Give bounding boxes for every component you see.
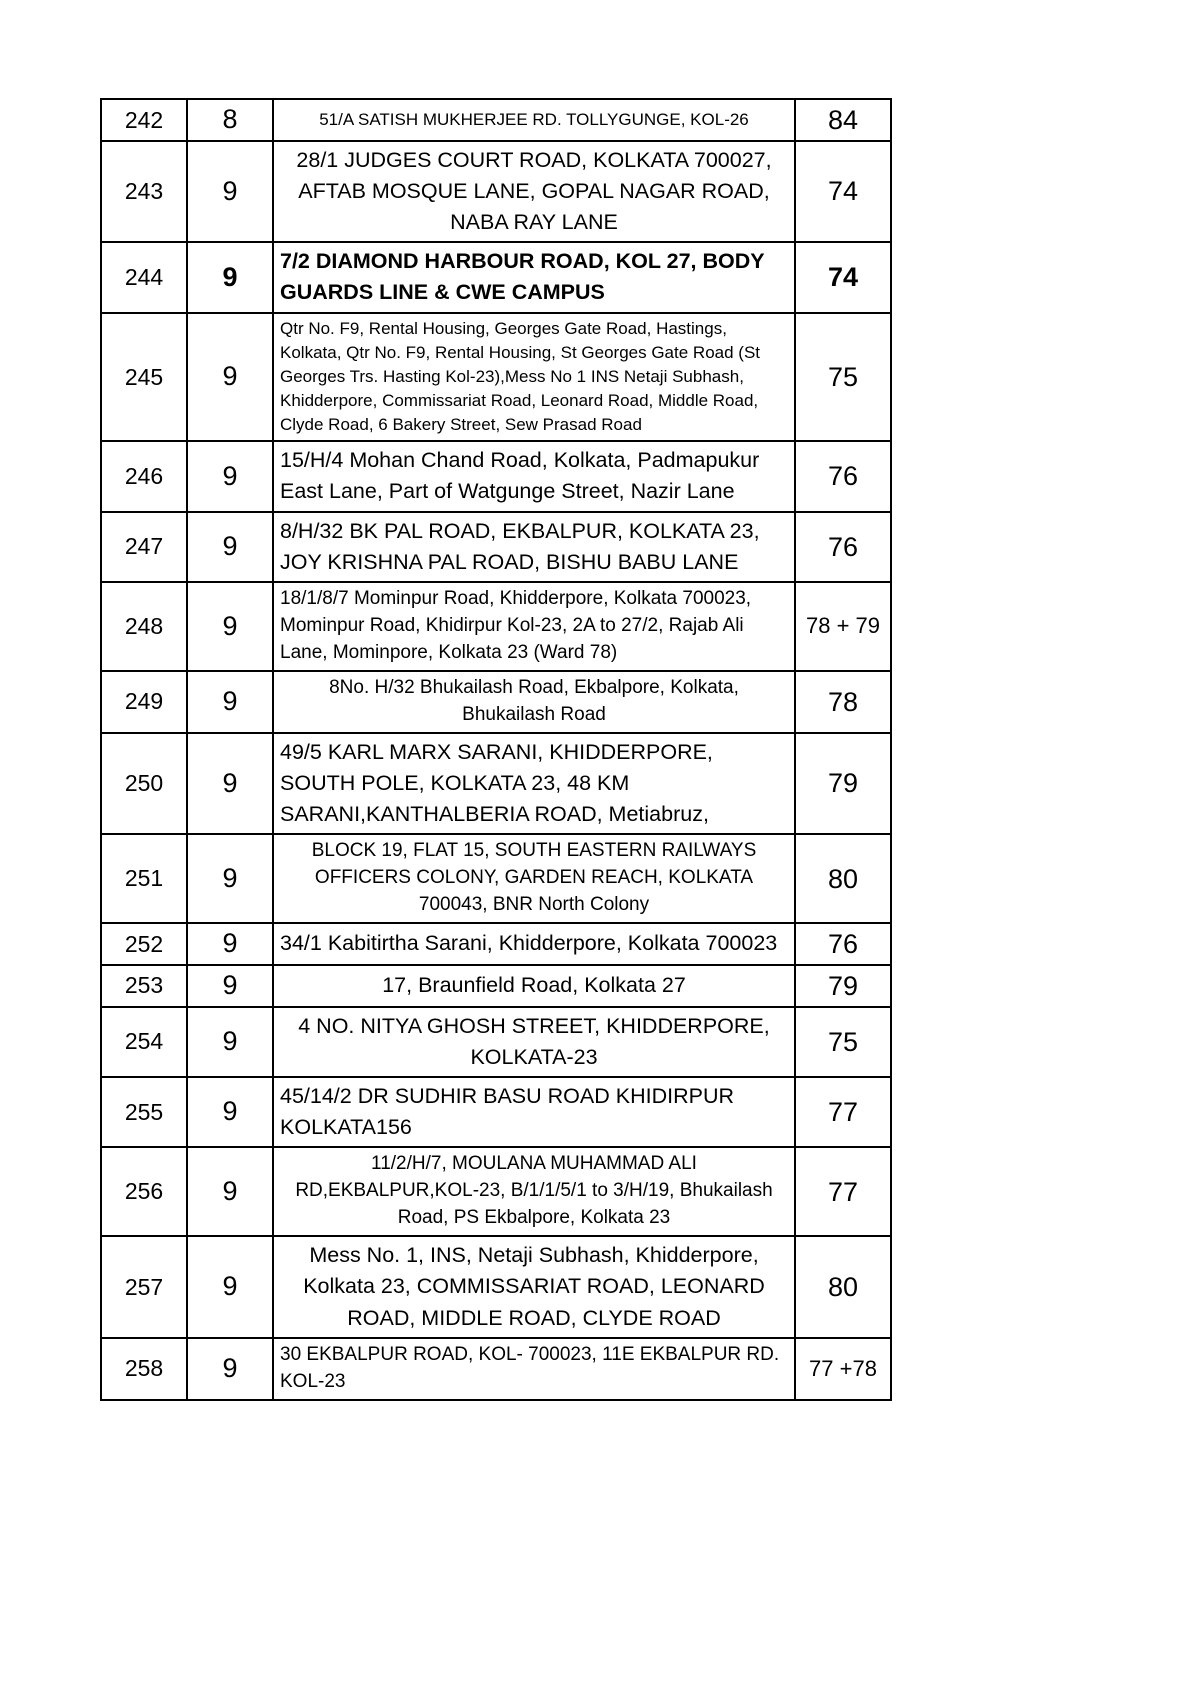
table-row — [101, 1007, 891, 1077]
table-row — [101, 313, 891, 442]
cell-address: 7/2 DIAMOND HARBOUR ROAD, KOL 27, BODY GUARDS LINE & CWE CAMPUS — [273, 242, 795, 312]
table-row — [101, 141, 891, 243]
cell-address: 8/H/32 BK PAL ROAD, EKBALPUR, KOLKATA 23, JOY KRISHNA PAL ROAD, BISHU BABU LANE — [273, 512, 795, 582]
cell-ward-group: 9 — [187, 582, 273, 671]
cell-ward-number: 79 — [795, 733, 891, 835]
table-row — [101, 671, 891, 733]
cell-ward-group: 9 — [187, 242, 273, 312]
cell-serial-number: 249 — [101, 671, 187, 733]
cell-address: 30 EKBALPUR ROAD, KOL- 700023, 11E EKBALPUR RD. KOL-23 — [273, 1338, 795, 1400]
cell-address: 49/5 KARL MARX SARANI, KHIDDERPORE, SOUTH POLE, KOLKATA 23, 48 KM SARANI,KANTHALBERIA ROAD, Metiabruz, — [273, 733, 795, 835]
table-row — [101, 1338, 891, 1400]
cell-address: 8No. H/32 Bhukailash Road, Ekbalpore, Kolkata, Bhukailash Road — [273, 671, 795, 733]
cell-serial-number: 254 — [101, 1007, 187, 1077]
table-row — [101, 242, 891, 312]
cell-ward-number: 76 — [795, 512, 891, 582]
cell-ward-group: 8 — [187, 99, 273, 141]
cell-ward-group: 9 — [187, 141, 273, 243]
address-table-body — [101, 99, 891, 1400]
cell-ward-number: 76 — [795, 441, 891, 511]
cell-serial-number: 251 — [101, 834, 187, 923]
cell-serial-number: 245 — [101, 313, 187, 442]
cell-ward-group: 9 — [187, 965, 273, 1007]
cell-ward-group: 9 — [187, 1147, 273, 1236]
cell-ward-number: 80 — [795, 834, 891, 923]
table-row — [101, 512, 891, 582]
cell-ward-number: 77 — [795, 1077, 891, 1147]
cell-serial-number: 246 — [101, 441, 187, 511]
table-row — [101, 1236, 891, 1338]
cell-address: 15/H/4 Mohan Chand Road, Kolkata, Padmapukur East Lane, Part of Watgunge Street, Nazir Lane — [273, 441, 795, 511]
cell-ward-number: 77 +78 — [795, 1338, 891, 1400]
cell-ward-number: 80 — [795, 1236, 891, 1338]
cell-ward-group: 9 — [187, 1007, 273, 1077]
cell-serial-number: 247 — [101, 512, 187, 582]
table-row — [101, 923, 891, 965]
cell-ward-number: 75 — [795, 313, 891, 442]
cell-address: Mess No. 1, INS, Netaji Subhash, Khidderpore, Kolkata 23, COMMISSARIAT ROAD, LEONARD ROAD, MIDDLE ROAD, CLYDE ROAD — [273, 1236, 795, 1338]
cell-ward-number: 78 — [795, 671, 891, 733]
cell-ward-group: 9 — [187, 834, 273, 923]
cell-address: 45/14/2 DR SUDHIR BASU ROAD KHIDIRPUR KOLKATA156 — [273, 1077, 795, 1147]
cell-serial-number: 242 — [101, 99, 187, 141]
address-table-container — [100, 98, 890, 1401]
cell-address: BLOCK 19, FLAT 15, SOUTH EASTERN RAILWAYS OFFICERS COLONY, GARDEN REACH, KOLKATA 700043, BNR North Colony — [273, 834, 795, 923]
cell-serial-number: 252 — [101, 923, 187, 965]
cell-serial-number: 257 — [101, 1236, 187, 1338]
cell-ward-group: 9 — [187, 671, 273, 733]
cell-ward-number: 79 — [795, 965, 891, 1007]
table-row — [101, 1077, 891, 1147]
cell-ward-number: 84 — [795, 99, 891, 141]
cell-address: 17, Braunfield Road, Kolkata 27 — [273, 965, 795, 1007]
cell-ward-number: 77 — [795, 1147, 891, 1236]
cell-address: 28/1 JUDGES COURT ROAD, KOLKATA 700027, AFTAB MOSQUE LANE, GOPAL NAGAR ROAD, NABA RAY LANE — [273, 141, 795, 243]
table-row — [101, 99, 891, 141]
cell-ward-number: 74 — [795, 141, 891, 243]
cell-ward-group: 9 — [187, 1338, 273, 1400]
cell-address: 34/1 Kabitirtha Sarani, Khidderpore, Kolkata 700023 — [273, 923, 795, 965]
cell-address: Qtr No. F9, Rental Housing, Georges Gate Road, Hastings, Kolkata, Qtr No. F9, Rental Housing, St Georges Gate Road (St Georges Trs. Hasting Kol-23),Mess No 1 INS Netaji Subhash, Khidderpore, Commissariat Road, Leonard Road, Middle Road, Clyde Road, 6 Bakery Street, Sew Prasad Road — [273, 313, 795, 442]
table-row — [101, 965, 891, 1007]
cell-serial-number: 243 — [101, 141, 187, 243]
address-table — [100, 98, 892, 1401]
cell-address: 51/A SATISH MUKHERJEE RD. TOLLYGUNGE, KOL-26 — [273, 99, 795, 141]
cell-ward-number: 75 — [795, 1007, 891, 1077]
cell-serial-number: 258 — [101, 1338, 187, 1400]
cell-address: 11/2/H/7, MOULANA MUHAMMAD ALI RD,EKBALPUR,KOL-23, B/1/1/5/1 to 3/H/19, Bhukailash Road, PS Ekbalpore, Kolkata 23 — [273, 1147, 795, 1236]
cell-address: 18/1/8/7 Mominpur Road, Khidderpore, Kolkata 700023, Mominpur Road, Khidirpur Kol-23, 2A to 27/2, Rajab Ali Lane, Mominpore, Kolkata 23 (Ward 78) — [273, 582, 795, 671]
table-row — [101, 441, 891, 511]
table-row — [101, 582, 891, 671]
cell-ward-group: 9 — [187, 1236, 273, 1338]
cell-ward-group: 9 — [187, 923, 273, 965]
table-row — [101, 834, 891, 923]
cell-address: 4 NO. NITYA GHOSH STREET, KHIDDERPORE, KOLKATA-23 — [273, 1007, 795, 1077]
cell-serial-number: 253 — [101, 965, 187, 1007]
cell-serial-number: 248 — [101, 582, 187, 671]
cell-ward-group: 9 — [187, 313, 273, 442]
cell-ward-number: 78 + 79 — [795, 582, 891, 671]
cell-ward-group: 9 — [187, 1077, 273, 1147]
cell-serial-number: 255 — [101, 1077, 187, 1147]
cell-ward-number: 74 — [795, 242, 891, 312]
cell-ward-group: 9 — [187, 441, 273, 511]
cell-serial-number: 256 — [101, 1147, 187, 1236]
table-row — [101, 733, 891, 835]
cell-ward-group: 9 — [187, 733, 273, 835]
cell-ward-group: 9 — [187, 512, 273, 582]
cell-serial-number: 250 — [101, 733, 187, 835]
cell-ward-number: 76 — [795, 923, 891, 965]
cell-serial-number: 244 — [101, 242, 187, 312]
table-row — [101, 1147, 891, 1236]
